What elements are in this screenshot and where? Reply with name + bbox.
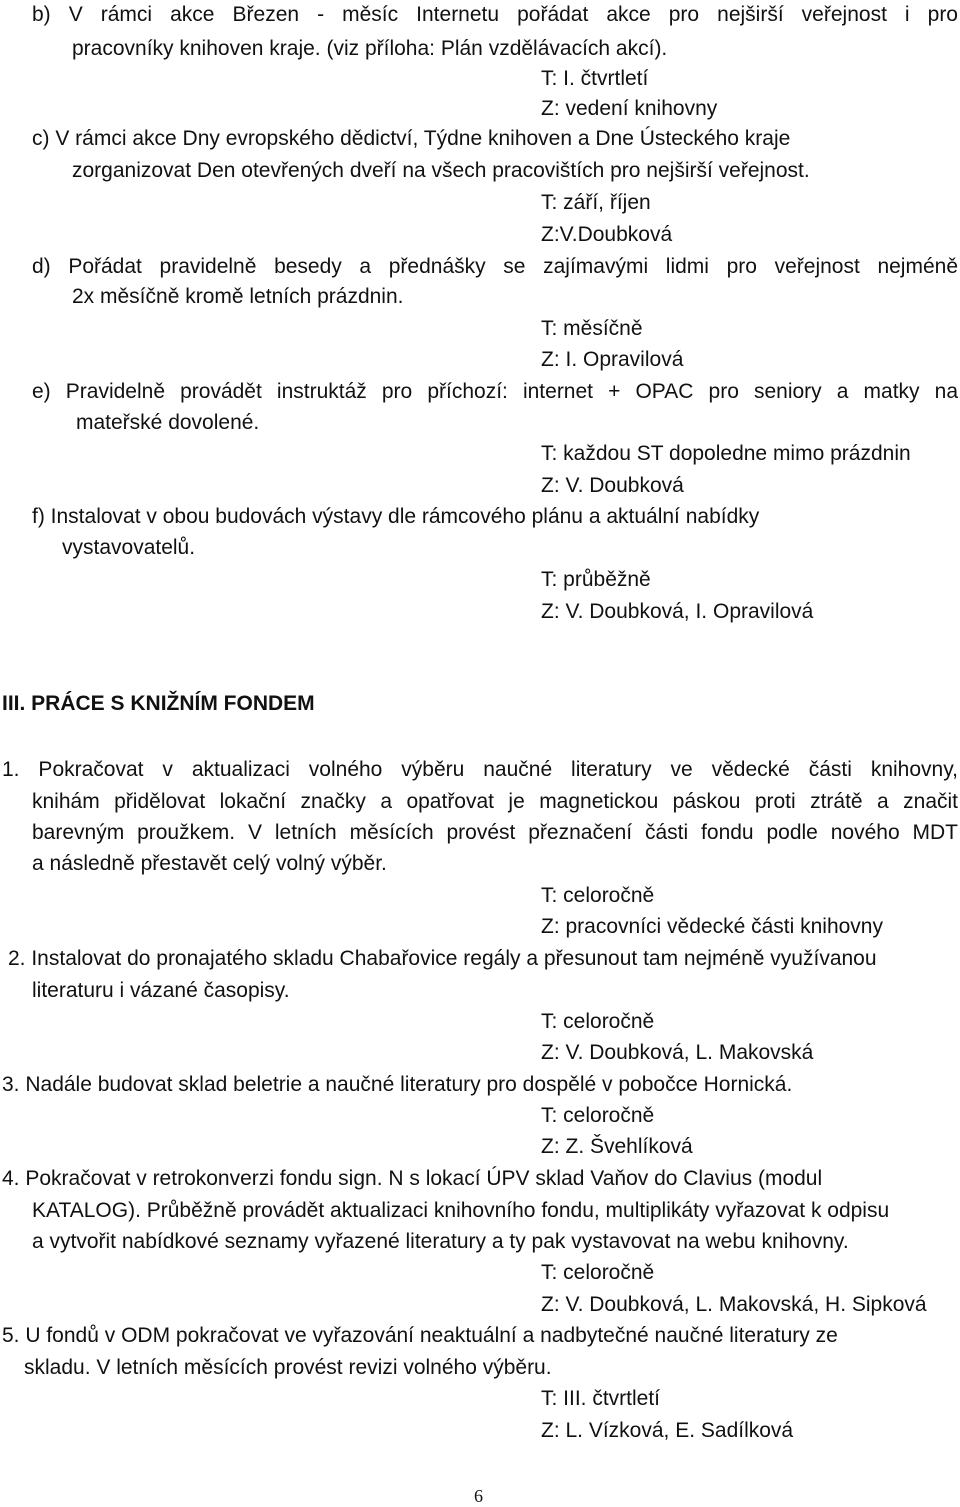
page-number: 6 — [474, 1486, 483, 1506]
item-e-term: T: každou ST dopoledne mimo prázdnin — [541, 442, 911, 465]
item-d-line-2: 2x měsíčně kromě letních prázdnin. — [72, 285, 404, 308]
paragraph-4-line-1: 4. Pokračovat v retrokonverzi fondu sign. N s lokací ÚPV sklad Vaňov do Clavius (modul — [2, 1167, 823, 1190]
paragraph-1-line-1: 1. Pokračovat v aktualizaci volného výběru naučné literatury ve vědecké části knihovny, — [2, 758, 958, 781]
item-b-line-2: pracovníky knihoven kraje. (viz příloha: Plán vzdělávacích akcí). — [72, 37, 668, 60]
item-c-line-2: zorganizovat Den otevřených dveří na všech pracovištích pro nejširší veřejnost. — [72, 159, 810, 182]
item-c-responsible: Z:V.Doubková — [541, 223, 673, 246]
paragraph-2-line-2: literaturu i vázané časopisy. — [32, 979, 290, 1002]
paragraph-2-line-1: 2. Instalovat do pronajatého skladu Chabařovice regály a přesunout tam nejméně využívanou — [8, 947, 877, 970]
paragraph-3-responsible: Z: Z. Švehlíková — [541, 1135, 693, 1158]
paragraph-5-responsible: Z: L. Vízková, E. Sadílková — [541, 1419, 794, 1442]
section-heading: III. PRÁCE S KNIŽNÍM FONDEM — [2, 692, 315, 715]
item-e-line-2: mateřské dovolené. — [76, 411, 260, 434]
paragraph-1-line-2: knihám přidělovat lokační značky a opatřovat je magnetickou páskou proti ztrátě a značit — [32, 790, 958, 813]
paragraph-5-term: T: III. čtvrtletí — [541, 1387, 661, 1410]
paragraph-4-responsible: Z: V. Doubková, L. Makovská, H. Sipková — [541, 1293, 927, 1316]
paragraph-3-term: T: celoročně — [541, 1104, 655, 1127]
item-e-line-1: e) Pravidelně provádět instruktáž pro příchozí: internet + OPAC pro seniory a matky na — [32, 380, 958, 403]
paragraph-1-term: T: celoročně — [541, 884, 655, 907]
paragraph-2-responsible: Z: V. Doubková, L. Makovská — [541, 1041, 814, 1064]
paragraph-5-line-1: 5. U fondů v ODM pokračovat ve vyřazování neaktuální a nadbytečné naučné literatury ze — [2, 1324, 838, 1347]
paragraph-4-line-3: a vytvořit nabídkové seznamy vyřazené literatury a ty pak vystavovat na webu knihovny. — [32, 1230, 849, 1253]
item-c-line-1: c) V rámci akce Dny evropského dědictví, Týdne knihoven a Dne Ústeckého kraje — [32, 127, 791, 150]
item-d-term: T: měsíčně — [541, 317, 643, 340]
paragraph-1-line-3: barevným proužkem. V letních měsících provést přeznačení části fondu podle nového MDT — [32, 821, 958, 844]
item-b-responsible: Z: vedení knihovny — [541, 97, 718, 120]
item-c-term: T: září, říjen — [541, 191, 651, 214]
paragraph-1-responsible: Z: pracovníci vědecké části knihovny — [541, 915, 883, 938]
item-d-responsible: Z: I. Opravilová — [541, 348, 684, 371]
item-f-responsible: Z: V. Doubková, I. Opravilová — [541, 600, 814, 623]
paragraph-4-line-2: KATALOG). Průběžně provádět aktualizaci knihovního fondu, multiplikáty vyřazovat k odpisu — [32, 1199, 890, 1222]
paragraph-3-line-1: 3. Nadále budovat sklad beletrie a naučné literatury pro dospělé v pobočce Hornická. — [2, 1073, 793, 1096]
item-b-term: T: I. čtvrtletí — [541, 67, 649, 90]
item-d-line-1: d) Pořádat pravidelně besedy a přednášky se zajímavými lidmi pro veřejnost nejméně — [32, 255, 958, 278]
paragraph-1-line-4: a následně přestavět celý volný výběr. — [32, 852, 387, 875]
item-b-line-1: b) V rámci akce Březen - měsíc Internetu pořádat akce pro nejširší veřejnost i pro — [32, 3, 958, 26]
paragraph-5-line-2: skladu. V letních měsících provést revizi volného výběru. — [24, 1356, 552, 1379]
paragraph-4-term: T: celoročně — [541, 1261, 655, 1284]
item-f-term: T: průběžně — [541, 568, 651, 591]
item-f-line-2: vystavovatelů. — [62, 536, 196, 559]
item-e-responsible: Z: V. Doubková — [541, 474, 684, 497]
paragraph-2-term: T: celoročně — [541, 1010, 655, 1033]
item-f-line-1: f) Instalovat v obou budovách výstavy dle rámcového plánu a aktuální nabídky — [32, 505, 760, 528]
